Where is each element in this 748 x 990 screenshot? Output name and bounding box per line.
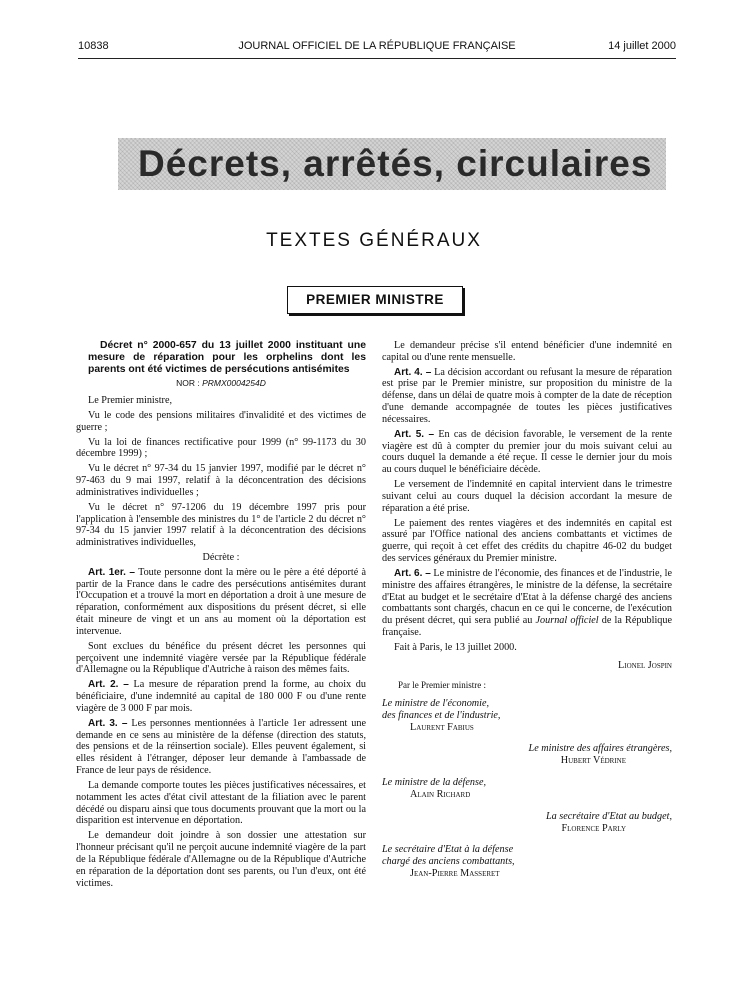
issue-date: 14 juillet 2000 — [608, 40, 676, 52]
article-text: Les personnes mentionnées à l'article 1er adressent une demande en ce sens au ministère de la défense (direction des statuts, des pensions et de la réinsertion sociale). Elles peuvent également, si elles résident à l'étranger, déposer leur demande à l'ambassade de France de leur pays de résidence. — [76, 717, 366, 777]
banner-title: Décrets, arrêtés, circulaires — [138, 143, 653, 184]
signature-role: chargé des anciens combattants, — [382, 856, 515, 868]
article-label: Art. 3. – — [88, 717, 128, 729]
signature-budget — [382, 811, 672, 835]
paragraph: Vu le code des pensions militaires d'invalidité et des victimes de guerre ; — [76, 409, 366, 433]
paragraph: Vu le décret n° 97-34 du 15 janvier 1997, modifié par le décret n° 97-463 du 9 mai 1997, relatif à la déconcentration des décisions administratives individuelles ; — [76, 463, 366, 498]
signature-name: Alain Richard — [410, 788, 471, 800]
page-number: 10838 — [78, 40, 109, 52]
signature-role: Le ministre des affaires étrangères, — [528, 743, 672, 755]
paragraph: La demande comporte toutes les pièces justificatives nécessaires, et notamment les actes d'état civil attestant de la filiation avec le parent décédé ou disparu ainsi que tous documents prouvant que la mort ou la disparition est intervenue en déportation. — [76, 779, 366, 827]
article-1 — [76, 567, 366, 638]
decrete-heading: Décrète : — [202, 551, 240, 563]
article-6 — [382, 568, 672, 639]
article-label: Art. 2. – — [88, 679, 129, 691]
paragraph: Le demandeur doit joindre à son dossier une attestation sur l'honneur précisant qu'il ne perçoit aucune indemnité viagère de la part de la République fédérale d'Allemagne ou de la République d'Autriche en réparation de la déportation dont ses parents, ou l'un d'eux, ont été victimes. — [76, 830, 366, 889]
ministry-label: PREMIER MINISTRE — [287, 286, 463, 314]
right-column — [382, 340, 672, 890]
signature-name: Jean-Pierre Masseret — [410, 868, 500, 880]
article-label: Art. 6. – — [394, 567, 431, 579]
article-label: Art. 5. – — [394, 428, 435, 440]
section-title: TEXTES GÉNÉRAUX — [266, 230, 482, 251]
signature-name: Florence Parly — [561, 822, 626, 834]
journal-reference: Journal officiel — [535, 615, 599, 627]
par-le-premier-ministre: Par le Premier ministre : — [398, 679, 486, 690]
article-text: de la République française. — [382, 615, 672, 639]
signature-name: Hubert Védrine — [560, 755, 626, 767]
paragraph: Vu la loi de finances rectificative pour 1999 (n° 99-1173 du 30 décembre 1999) ; — [76, 436, 366, 460]
page-header — [78, 40, 676, 56]
signature-name: Laurent Fabius — [410, 721, 474, 733]
prime-minister-name: Lionel Jospin — [618, 659, 672, 671]
article-text: Toute personne dont la mère ou le père a été déporté à partir de la France dans le cadre des persécutions antisémites durant l'Occupation et a trouvé la mort en déportation a droit à une mesure de réparation, conformément aux dispositions du présent décret, si elle était mineure de vingt et un ans au moment où la déportation est intervenue. — [76, 566, 366, 637]
paragraph: Vu le décret n° 97-1206 du 19 décembre 1997 pris pour l'application à l'ensemble des ministres du 1° de l'article 2 du décret n° 97-34 du 15 janvier 1997 relatif à la déconcentration des décisions administratives individuelles, — [76, 501, 366, 549]
article-text: Le ministre de l'économie, des finances et de l'industrie, le ministre des affaires étrangères, le ministre de la défense, la secrétaire d'Etat au budget et le secrétaire d'Etat à la défense chargé des anciens combattants sont chargés, chacun en ce qui le concerne, de l'exécution du présent décret, qui sera publié au — [382, 567, 672, 627]
article-2 — [76, 679, 366, 714]
article-4 — [382, 367, 672, 426]
signature-veterans — [382, 844, 672, 879]
paragraph: Le versement de l'indemnité en capital intervient dans le trimestre suivant celui au cours duquel la décision accordant la mesure de réparation a été prise. — [382, 479, 672, 514]
signatory-name — [382, 660, 672, 672]
signature-defense — [382, 777, 672, 801]
header-divider — [78, 58, 676, 59]
nor-code: PRMX0004254D — [202, 378, 266, 389]
paragraph: Le demandeur précise s'il entend bénéficier d'une indemnité en capital ou d'une rente mensuelle. — [382, 340, 672, 363]
paragraph: Sont exclues du bénéfice du présent décret les personnes qui perçoivent une indemnité viagère versée par la République fédérale d'Allemagne ou la République d'Autriche à raison des mêmes faits. — [76, 640, 366, 676]
article-text: La décision accordant ou refusant la mesure de réparation est prise par le Premier ministre, sur proposition du ministre de la défense, dans un délai de quatre mois à compter de la date de réception d'une demande accompagnée de toutes les pièces justificatives nécessaires. — [382, 366, 672, 425]
article-3 — [76, 718, 366, 777]
article-5 — [382, 429, 672, 476]
signature-role: Le ministre de la défense, — [382, 777, 487, 789]
nor-label: NOR : — [176, 378, 200, 389]
article-label: Art. 1er. – — [88, 566, 135, 578]
signature-role: Le ministre de l'économie, — [382, 697, 490, 709]
nor-reference — [76, 379, 366, 389]
paragraph: Le Premier ministre, — [88, 395, 173, 407]
signature-role: La secrétaire d'Etat au budget, — [545, 810, 672, 822]
article-label: Art. 4. – — [394, 366, 432, 378]
signing-place-date: Fait à Paris, le 13 juillet 2000. — [394, 641, 517, 653]
journal-title: JOURNAL OFFICIEL DE LA RÉPUBLIQUE FRANÇAISE — [238, 40, 516, 52]
decree-title: Décret n° 2000-657 du 13 juillet 2000 instituant une mesure de réparation pour les orphelins dont les parents ont été victimes de persécutions antisémites — [88, 340, 366, 376]
signature-role: Le secrétaire d'Etat à la défense — [382, 844, 514, 856]
signature-foreign-affairs — [382, 743, 672, 767]
article-text: La mesure de réparation prend la forme, au choix du bénéficiaire, d'une indemnité au capital de 180 000 F ou d'une rente viagère de 3 000 F par mois. — [76, 679, 366, 714]
article-text: En cas de décision favorable, le versement de la rente viagère est dû à compter du premier jour du mois suivant celui au cours duquel la demande a été reçue. Il cesse le dernier jour du mois au cours duquel le bénéficiaire décède. — [382, 428, 672, 476]
signature-economy — [382, 698, 672, 733]
left-column — [76, 340, 366, 892]
paragraph: Le paiement des rentes viagères et des indemnités en capital est assuré par l'Office national des anciens combattants et victimes de guerre, qui reçoit à cet effet des crédits du chapitre 46-02 du budget des services généraux du Premier ministre. — [382, 517, 672, 565]
signature-role: des finances et de l'industrie, — [382, 709, 501, 721]
